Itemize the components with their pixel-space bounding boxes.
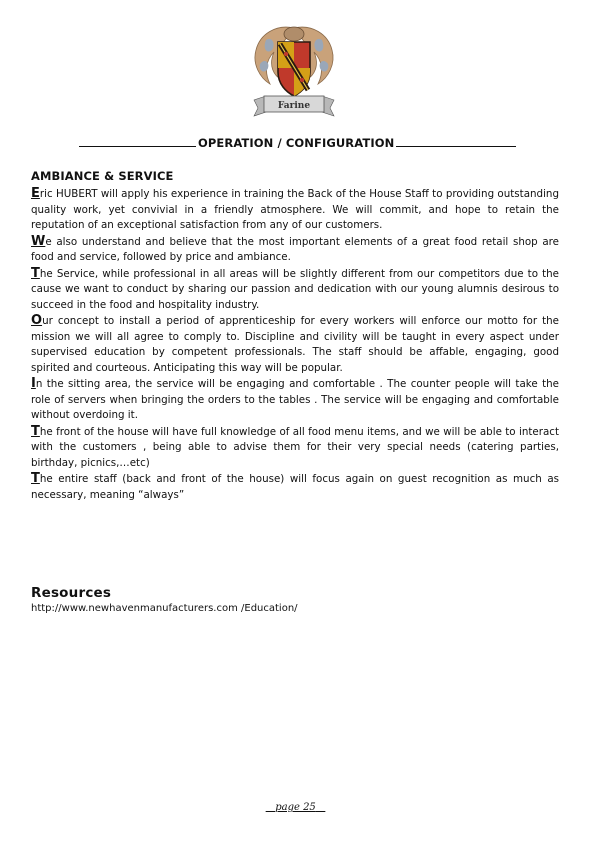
- paragraph-initial: O: [31, 313, 43, 328]
- paragraph-initial: T: [31, 265, 40, 281]
- resources-link[interactable]: http://www.newhavenmanufacturers.com /Education/: [31, 603, 298, 614]
- resources-heading: Resources: [31, 585, 112, 601]
- paragraph: [31, 424, 559, 472]
- paragraph-initial: W: [31, 233, 46, 249]
- paragraph-text: e also understand and believe that the most important elements of a great food retail shop are food and service, followed by price and ambiance.: [31, 235, 559, 263]
- paragraph: [31, 313, 559, 376]
- paragraph-text: ric HUBERT will apply his experience in training the Back of the House Staff to providing outstanding quality work, yet convivial in a friendly atmosphere. We will commit, and hope to retain the reputation of an exceptional satisfaction from any of our customers.: [31, 188, 559, 231]
- section-title-text: OPERATION / CONFIGURATION: [198, 136, 395, 150]
- paragraph-text: he front of the house will have full knowledge of all food menu items, and we will be able to interact with the customers , being able to advise them for their very special needs (catering parties, birthday, picnics,…etc): [31, 425, 559, 469]
- logo-banner-text: Farine: [277, 101, 311, 111]
- footer-rule-left: [266, 802, 276, 813]
- paragraph-initial: E: [31, 186, 40, 201]
- sub-heading: AMBIANCE & SERVICE: [31, 169, 174, 183]
- title-rule-left: [79, 145, 196, 147]
- paragraph-text: n the sitting area, the service will be engaging and comfortable . The counter people will take the role of servers when bringing the orders to the tables . The service will be engaging and comfortable without overdoing it.: [31, 378, 559, 421]
- paragraph-text: he Service, while professional in all areas will be slightly different from our competitors due to the cause we want to conduct by sharing our passion and dedication with our young alumnis desirous to succeed in the food and hospitality industry.: [31, 267, 559, 311]
- paragraph: [31, 266, 559, 314]
- paragraph: [31, 471, 559, 503]
- footer-rule-right: [316, 802, 326, 813]
- section-title: [79, 136, 516, 150]
- paragraph-initial: I: [31, 376, 36, 391]
- paragraph-initial: T: [31, 423, 40, 439]
- paragraph: [31, 376, 559, 424]
- page-number: page 25: [275, 802, 316, 813]
- paragraph-initial: T: [31, 471, 40, 486]
- paragraph-text: ur concept to install a period of apprenticeship for every workers will enforce our motto for the mission we will all agree to comply to. Discipline and civility will be taught in every aspect under supervised education by competent professionals. The staff should be affable, engaging, good spirited and courteous. Anticipating this way will be popular.: [31, 315, 559, 374]
- farine-crest-logo: [246, 20, 342, 118]
- body-text: [31, 186, 559, 503]
- page-footer: [0, 802, 591, 813]
- paragraph: [31, 186, 559, 234]
- paragraph-text: he entire staff (back and front of the house) will focus again on guest recognition as much as necessary, meaning “always”: [31, 473, 559, 501]
- title-rule-right: [396, 145, 516, 147]
- paragraph: [31, 234, 559, 266]
